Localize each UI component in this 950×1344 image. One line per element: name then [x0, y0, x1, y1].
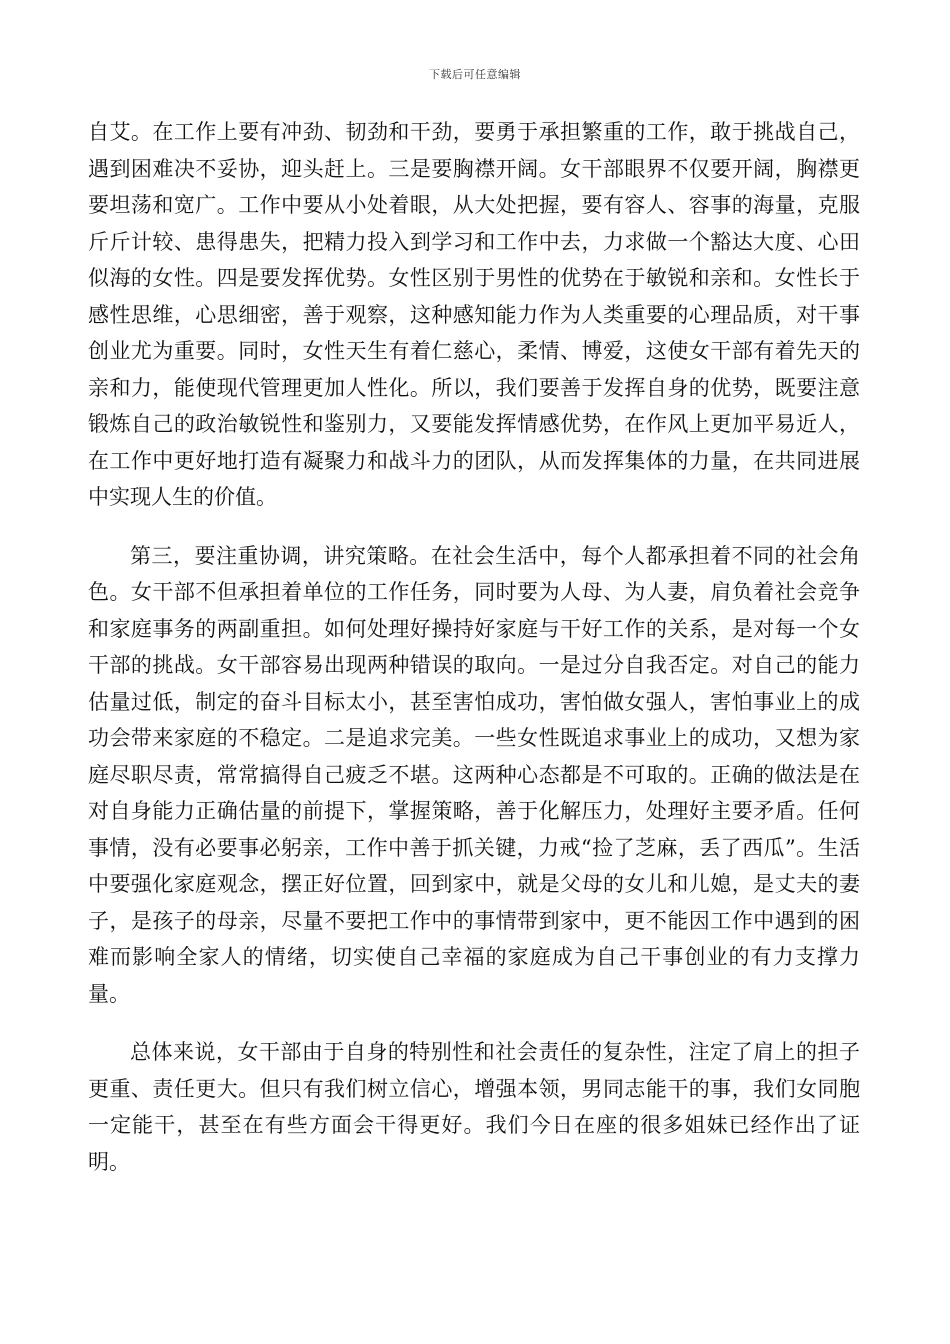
document-body [88, 114, 860, 1202]
paragraph-continuation: 自艾。在工作上要有冲劲、韧劲和干劲，要勇于承担繁重的工作，敢于挑战自己，遇到困难决不妥协，迎头赶上。三是要胸襟开阔。女干部眼界不仅要开阔，胸襟更要坦荡和宽广。工作中要从小处着眼，从大处把握，要有容人、容事的海量，克服斤斤计较、患得患失，把精力投入到学习和工作中去，力求做一个豁达大度、心田似海的女性。四是要发挥优势。女性区别于男性的优势在于敏锐和亲和。女性长于感性思维，心思细密，善于观察，这种感知能力作为人类重要的心理品质，对干事创业尤为重要。同时，女性天生有着仁慈心，柔情、博爱，这使女干部有着先天的亲和力，能使现代管理更加人性化。所以，我们要善于发挥自身的优势，既要注意锻炼自己的政治敏锐性和鉴别力，又要能发挥情感优势，在作风上更加平易近人，在工作中更好地打造有凝聚力和战斗力的团队，从而发挥集体的力量，在共同进展中实现人生的价值。 [88, 120, 860, 509]
paragraph-conclusion: 总体来说，女干部由于自身的特别性和社会责任的复杂性，注定了肩上的担子更重、责任更大。但只有我们树立信心，增强本领，男同志能干的事，我们女同胞一定能干，甚至在有些方面会干得更好。我们今日在座的很多姐妹已经作出了证明。 [88, 1040, 860, 1174]
page-header-note: 下载后可任意编辑 [429, 68, 521, 81]
paragraph-third-point: 第三，要注重协调，讲究策略。在社会生活中，每个人都承担着不同的社会角色。女干部不但承担着单位的工作任务，同时要为人母、为人妻，肩负着社会竞争和家庭事务的两副重担。如何处理好操持好家庭与干好工作的关系，是对每一个女干部的挑战。女干部容易出现两种错误的取向。一是过分自我否定。对自己的能力估量过低，制定的奋斗目标太小，甚至害怕成功，害怕做女强人，害怕事业上的成功会带来家庭的不稳定。二是追求完美。一些女性既追求事业上的成功，又想为家庭尽职尽责，常常搞得自己疲乏不堪。这两种心态都是不可取的。正确的做法是在对自身能力正确估量的前提下，掌握策略，善于化解压力，处理好主要矛盾。任何事情，没有必要事必躬亲，工作中善于抓关键，力戒“捡了芝麻，丢了西瓜”。生活中要强化家庭观念，摆正好位置，回到家中，就是父母的女儿和儿媳，是丈夫的妻子，是孩子的母亲，尽量不要把工作中的事情带到家中，更不能因工作中遇到的困难而影响全家人的情绪，切实使自己幸福的家庭成为自己干事创业的有力支撑力量。 [88, 543, 860, 1006]
